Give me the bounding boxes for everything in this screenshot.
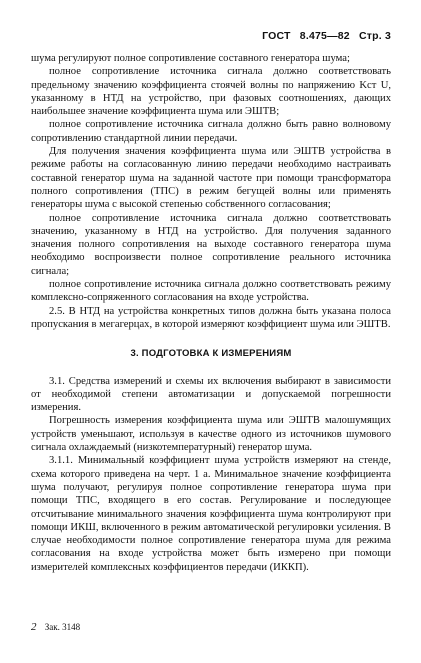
- footer-page-number: 2: [31, 621, 37, 633]
- standard-number: 8.475—82: [299, 30, 350, 42]
- order-number: Зак. 3148: [44, 622, 81, 632]
- paragraph: Погрешность измерения коэффициента шума или ЭШТВ малошумящих устройств уменьшают, используя в качестве одного из источников шумового сигнала охлаждаемый (низкотемпературный) генератор шума.: [31, 415, 391, 454]
- paragraph: 3.1. Средства измерений и схемы их включения выбирают в зависимости от необходимой степени автоматизации и допускаемой погрешности измерения.: [31, 375, 391, 414]
- header-page-number: Стр. 3: [358, 30, 391, 42]
- paragraph: полное сопротивление источника сигнала должно соответствовать режиму комплексно-сопряженного согласования на входе устройства.: [31, 279, 391, 304]
- paragraph: 3.1.1. Минимальный коэффициент шума устройств измеряют на стенде, схема которого приведена на черт. 1 а. Минимальное значение коэффициента шума получают, регулируя полное сопротивление генератора шума при помощи ТПС, входящего в его состав. Регулирование и последующее отсчитывание минимального значения коэффициента шума контролируют при помощи ИКШ, включенного в режим автоматической регулировки усиления. В случае необходимости полное сопротивление генератора шума для режима согласования на входе устройства может быть измерено при помощи измерителей комплексных коэффициентов передачи (ИККП).: [31, 455, 391, 573]
- paragraph: Для получения значения коэффициента шума или ЭШТВ устройства в режиме работы на согласованную линию передачи необходимо настраивать составной генератор шума на заданной частоте при помощи трансформатора полного сопротивления (ТПС) в режим бегущей волны или применять генераторы шума с высокой степенью собственного согласования;: [31, 146, 391, 211]
- paragraph: полное сопротивление источника сигнала должно соответствовать значению, указанному в НТД на устройство. Для получения заданного значения полного сопротивления на выходе составного генератора шума необходимо воспроизвести полное сопротивление реального источника сигнала;: [31, 212, 391, 277]
- paragraph: 2.5. В НТД на устройства конкретных типов должна быть указана полоса пропускания в мегагерцах, в которой измеряют коэффициент шума или ЭШТВ.: [31, 305, 391, 330]
- page-footer: [31, 621, 80, 633]
- document-body: [31, 52, 391, 574]
- paragraph: шума регулируют полное сопротивление составного генератора шума;: [31, 53, 350, 64]
- standard-label: ГОСТ: [262, 30, 291, 42]
- paragraph: полное сопротивление источника сигнала должно быть равно волновому сопротивлению стандартной линии передачи.: [31, 119, 391, 144]
- page-header: [256, 30, 391, 42]
- section-title: 3. ПОДГОТОВКА К ИЗМЕРЕНИЯМ: [130, 348, 292, 360]
- paragraph: полное сопротивление источника сигнала должно соответствовать предельному значению коэффициента стоячей волны по напряжению Kст U, указанному в НТД на устройство, при фазовых соотношениях, дающих наибольшее значение коэффициента шума или ЭШТВ;: [31, 66, 391, 118]
